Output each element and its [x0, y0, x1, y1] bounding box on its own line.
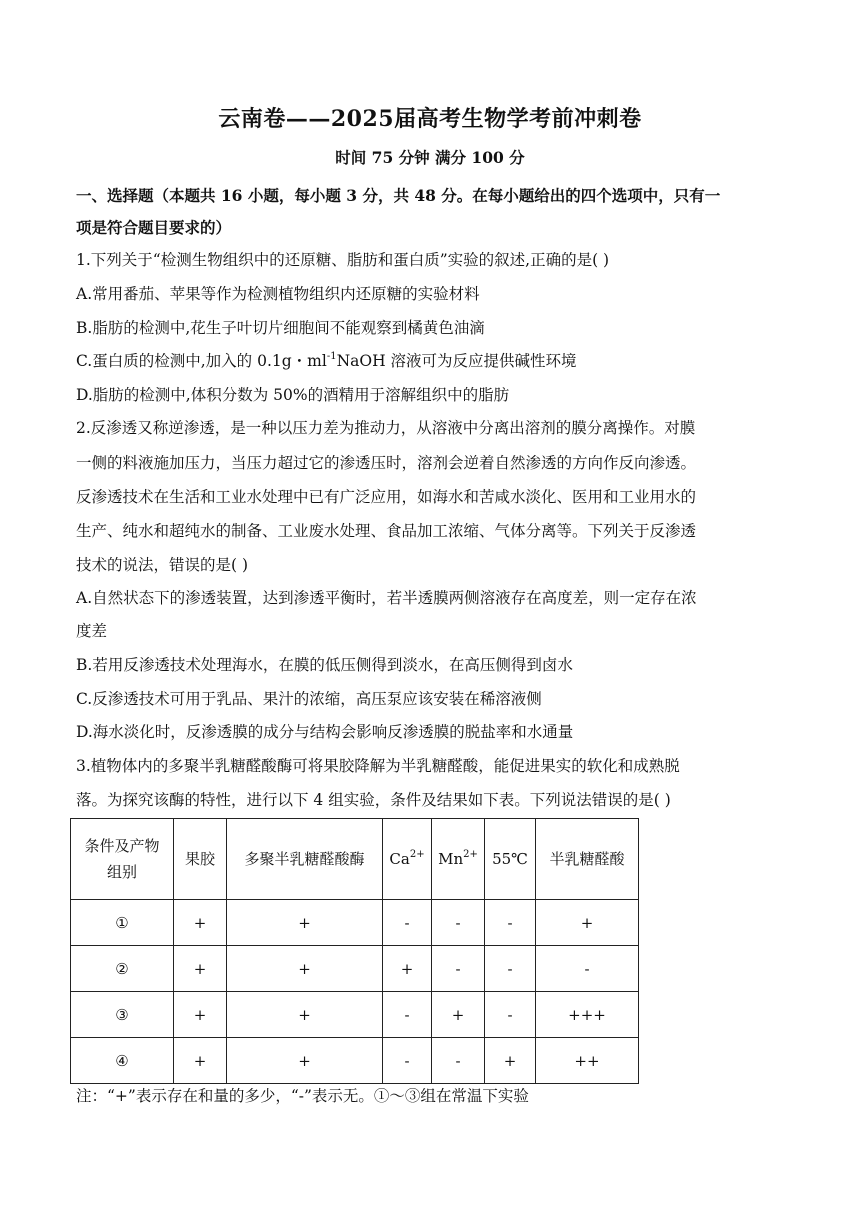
q2-option-d: D.海水淡化时，反渗透膜的成分与结构会影响反渗透膜的脱盐率和水通量: [76, 723, 574, 741]
q1-option-d: D.脂肪的检测中,体积分数为 50%的酒精用于溶解组织中的脂肪: [76, 386, 510, 404]
table-header-row: [71, 819, 639, 900]
header-cell-pectin: 果胶: [174, 819, 227, 900]
table-cell: -: [432, 900, 485, 946]
q2-option-a-line2: 度差: [76, 622, 108, 640]
table-row: [71, 946, 639, 992]
table-cell: +: [174, 992, 227, 1038]
q3-stem-line2: 落。为探究该酶的特性，进行以下 4 组实验，条件及结果如下表。下列说法错误的是( ): [76, 791, 671, 809]
header-cell-group-line1: 条件及产物: [84, 837, 160, 855]
table-cell: -: [432, 1038, 485, 1084]
table-cell: +: [536, 900, 639, 946]
table-cell: +: [227, 900, 383, 946]
header-mn-text: Mn: [438, 850, 464, 868]
header-cell-group: [71, 819, 174, 900]
header-cell-product: 半乳糖醛酸: [536, 819, 639, 900]
table-cell: -: [485, 946, 536, 992]
q1-option-c-sup: -1: [326, 351, 337, 362]
section-heading-line2: 项是符合题目要求的）: [76, 218, 232, 237]
table-note: 注：“+”表示存在和量的多少，“-”表示无。①～③组在常温下实验: [76, 1087, 529, 1105]
q2-stem-line4: 生产、纯水和超纯水的制备、工业废水处理、食品加工浓缩、气体分离等。下列关于反渗透: [76, 522, 697, 540]
table-cell: ④: [71, 1038, 174, 1084]
table-row: [71, 1038, 639, 1084]
table-cell: -: [485, 992, 536, 1038]
header-cell-ca: [383, 819, 432, 900]
table-cell: +: [227, 992, 383, 1038]
q2-option-b: B.若用反渗透技术处理海水，在膜的低压侧得到淡水，在高压侧得到卤水: [76, 656, 573, 674]
table-cell: -: [383, 1038, 432, 1084]
table-cell: ++: [536, 1038, 639, 1084]
header-cell-enzyme: 多聚半乳糖醛酸酶: [227, 819, 383, 900]
q2-stem-line3: 反渗透技术在生活和工业水处理中已有广泛应用，如海水和苦咸水淡化、医用和工业用水的: [76, 488, 697, 506]
header-mn-sup: 2+: [463, 849, 478, 860]
exam-subtitle: 时间 75 分钟 满分 100 分: [335, 148, 525, 167]
table-cell: -: [432, 946, 485, 992]
q2-option-a-line1: A.自然状态下的渗透装置，达到渗透平衡时，若半透膜两侧溶液存在高度差，则一定存在浓: [76, 589, 697, 607]
table-cell: +: [227, 1038, 383, 1084]
table-cell: ②: [71, 946, 174, 992]
q3-stem-line1: 3.植物体内的多聚半乳糖醛酸酶可将果胶降解为半乳糖醛酸，能促进果实的软化和成熟脱: [76, 757, 680, 775]
exam-title: 云南卷——2025届高考生物学考前冲刺卷: [218, 106, 642, 132]
q1-option-c-post: NaOH 溶液可为反应提供碱性环境: [336, 352, 577, 370]
table-cell: +++: [536, 992, 639, 1038]
q3-experiment-table: [70, 818, 639, 1084]
table-row: [71, 900, 639, 946]
table-cell: -: [383, 900, 432, 946]
section-heading-line1: 一、选择题（本题共 16 小题，每小题 3 分，共 48 分。在每小题给出的四个选项中，只有一: [76, 186, 721, 205]
header-ca-text: Ca: [389, 850, 410, 868]
table-cell: -: [536, 946, 639, 992]
q1-stem: 1.下列关于“检测生物组织中的还原糖、脂肪和蛋白质”实验的叙述,正确的是( ): [76, 251, 610, 269]
table-cell: +: [432, 992, 485, 1038]
table-cell: +: [174, 946, 227, 992]
table-cell: -: [485, 900, 536, 946]
q1-option-a: A.常用番茄、苹果等作为检测植物组织内还原糖的实验材料: [76, 285, 480, 303]
table-cell: -: [383, 992, 432, 1038]
q2-stem-line5: 技术的说法，错误的是( ): [76, 556, 249, 574]
q1-option-c: [76, 351, 788, 371]
q1-option-c-pre: C.蛋白质的检测中,加入的 0.1g・ml: [76, 352, 327, 370]
table-cell: +: [174, 1038, 227, 1084]
header-cell-temperature: 55℃: [485, 819, 536, 900]
q2-option-c: C.反渗透技术可用于乳品、果汁的浓缩，高压泵应该安装在稀溶液侧: [76, 690, 542, 708]
table-cell: +: [174, 900, 227, 946]
q2-stem-line1: 2.反渗透又称逆渗透，是一种以压力差为推动力，从溶液中分离出溶剂的膜分离操作。对膜: [76, 419, 696, 437]
q2-stem-line2: 一侧的料液施加压力，当压力超过它的渗透压时，溶剂会逆着自然渗透的方向作反向渗透。: [76, 454, 697, 472]
header-ca-sup: 2+: [409, 849, 425, 860]
header-cell-mn: [432, 819, 485, 900]
table-cell: ①: [71, 900, 174, 946]
table-cell: +: [383, 946, 432, 992]
table-row: [71, 992, 639, 1038]
table-cell: +: [227, 946, 383, 992]
q1-option-b: B.脂肪的检测中,花生子叶切片细胞间不能观察到橘黄色油滴: [76, 319, 485, 337]
table-cell: ③: [71, 992, 174, 1038]
header-cell-group-line2: 组别: [106, 863, 137, 881]
table-cell: +: [485, 1038, 536, 1084]
